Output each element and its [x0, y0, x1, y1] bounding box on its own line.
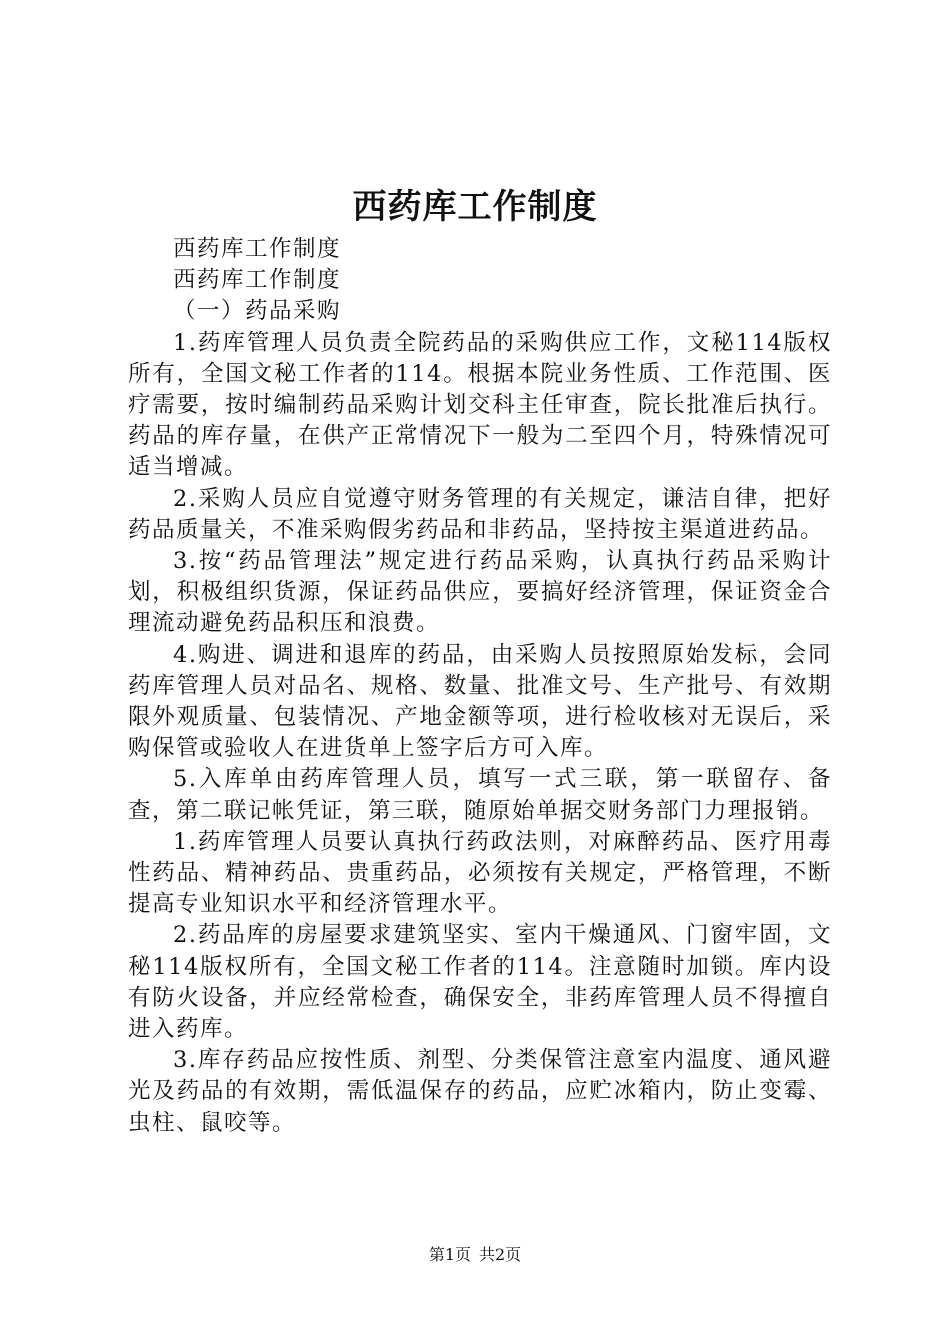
- page-footer: [0, 1244, 950, 1266]
- document-title: 西药库工作制度: [352, 187, 598, 227]
- page-total: 共2页: [479, 1245, 522, 1264]
- paragraph: 3.库存药品应按性质、剂型、分类保管注意室内温度、通风避光及药品的有效期，需低温保存的药品，应贮冰箱内，防止变霉、虫柱、鼠咬等。: [128, 1047, 832, 1136]
- paragraph: 2.采购人员应自觉遵守财务管理的有关规定，谦洁自律，把好药品质量关，不准采购假劣药品和非药品，坚持按主渠道进药品。: [128, 485, 832, 543]
- paragraph: 4.购进、调进和退库的药品，由采购人员按照原始发标，会同药库管理人员对品名、规格、数量、批准文号、生产批号、有效期限外观质量、包装情况、产地金额等项，进行检收核对无误后，采购保管或验收人在进货单上签字后方可入库。: [128, 641, 832, 762]
- paragraph: 1.药库管理人员负责全院药品的采购供应工作，文秘114版权所有，全国文秘工作者的114。根据本院业务性质、工作范围、医疗需要，按时编制药品采购计划交科主任审查，院长批准后执行。药品的库存量，在供产正常情况下一般为二至四个月，特殊情况可适当增减。: [128, 329, 832, 481]
- paragraph-subtitle-1: 西药库工作制度: [173, 236, 342, 262]
- paragraph: 5.入库单由药库管理人员，填写一式三联，第一联留存、备查，第二联记帐凭证，第三联，随原始单据交财务部门力理报销。: [128, 766, 832, 824]
- paragraph: 3.按“药品管理法”规定进行药品采购，认真执行药品采购计划，积极组织货源，保证药品供应，要搞好经济管理，保证资金合理流动避免药品积压和浪费。: [128, 548, 832, 637]
- document-body: [128, 234, 832, 1139]
- paragraph-subtitle-2: 西药库工作制度: [173, 267, 342, 294]
- page-number: 第1页: [428, 1245, 471, 1264]
- section-heading-procurement: （一）药品采购: [173, 298, 342, 325]
- paragraph: 1.药库管理人员要认真执行药政法则，对麻醉药品、医疗用毒性药品、精神药品、贵重药品，必须按有关规定，严格管理，不断提高专业知识水平和经济管理水平。: [128, 828, 832, 918]
- paragraph: 2.药品库的房屋要求建筑坚实、室内干燥通风、门窗牢固，文秘114版权所有，全国文秘工作者的114。注意随时加锁。库内设有防火设备，并应经常检查，确保安全，非药库管理人员不得擅自进入药库。: [128, 922, 832, 1043]
